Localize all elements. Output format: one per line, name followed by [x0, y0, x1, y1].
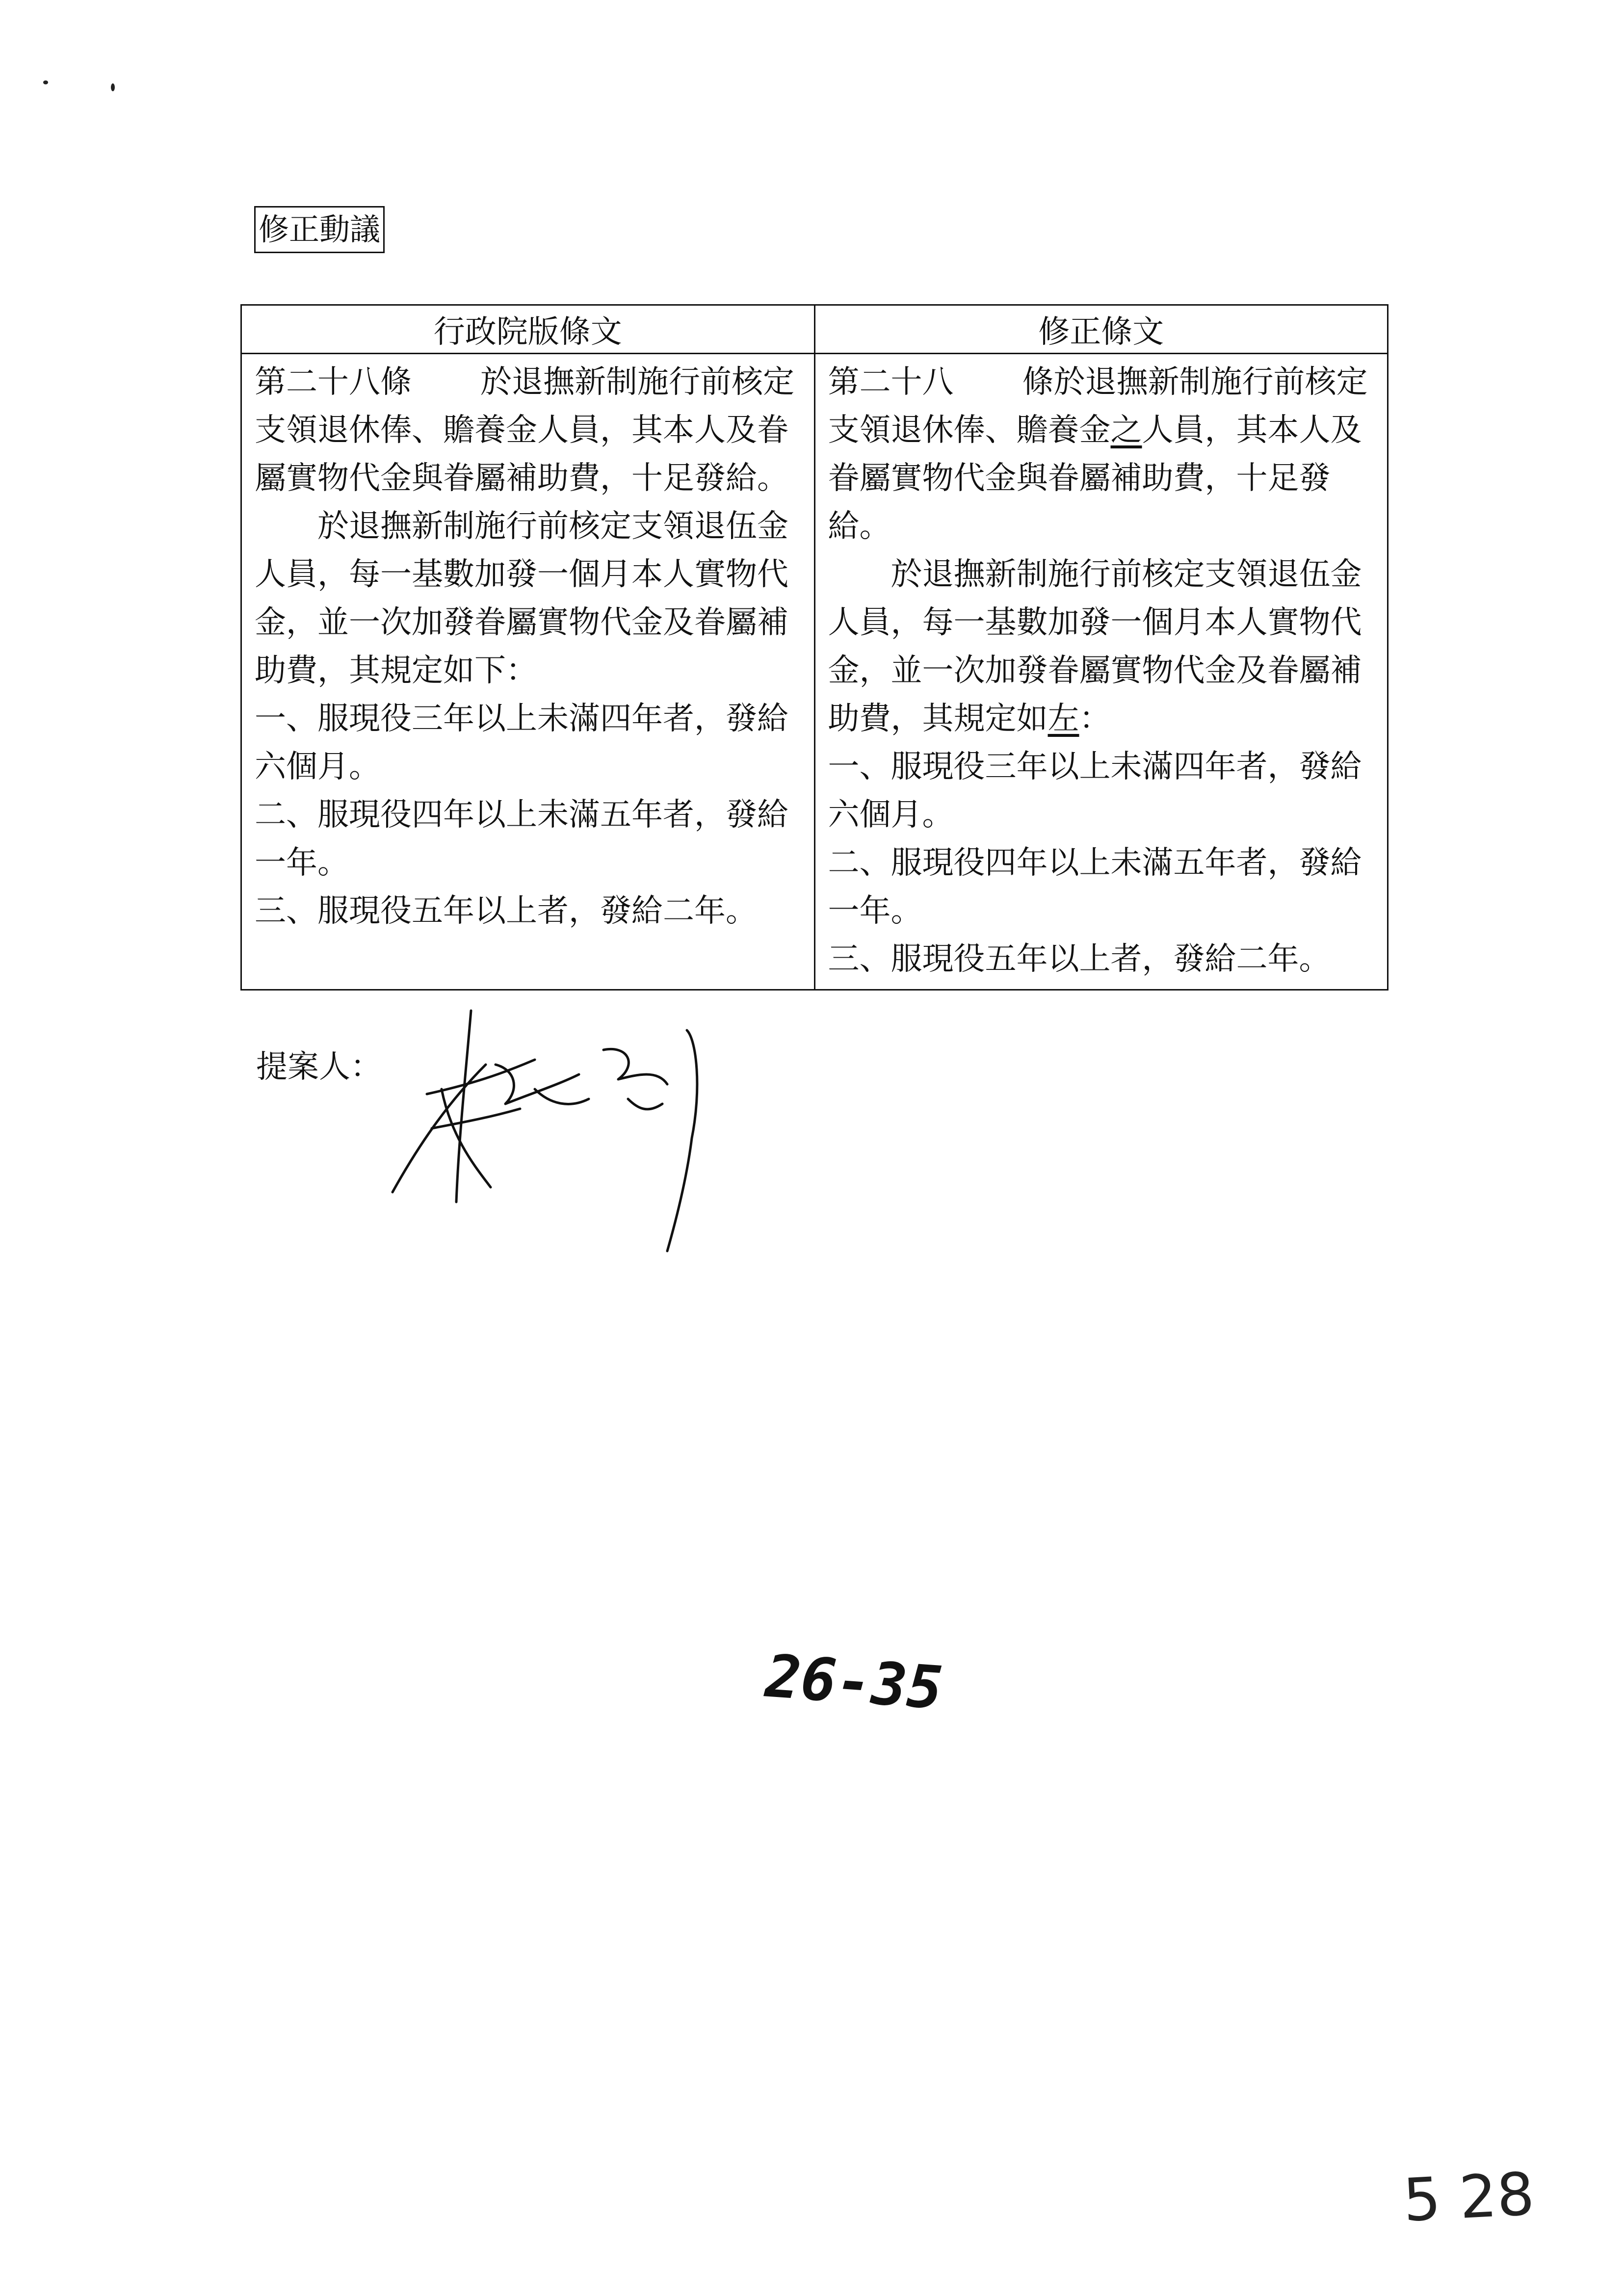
original-item-3: 三、服現役五年以上者，發給二年。 [255, 893, 757, 929]
handwritten-corner-note: 5 28 [1401, 2160, 1536, 2235]
amended-paragraph-2-part-a: 於退撫新制施行前核定支領退伍金人員，每一基數加發一個月本人實物代金，並一次加發眷屬實物代金及眷屬補助費，其規定如 [828, 556, 1362, 737]
original-paragraph-2: 於退撫新制施行前核定支領退伍金人員，每一基數加發一個月本人實物代金，並一次加發眷屬實物代金及眷屬補助費，其規定如下： [255, 508, 788, 689]
header-original: 行政院版條文 [241, 305, 815, 354]
amended-changed-text: 左 [1048, 701, 1079, 737]
proposer-label: 提案人： [256, 1049, 382, 1085]
original-item-1: 一、服現役三年以上未滿四年者，發給六個月。 [255, 701, 788, 785]
scan-speck [43, 80, 48, 84]
amended-article-number: 第二十八 [828, 364, 954, 400]
amended-inserted-text: 之 [1110, 412, 1142, 448]
original-article-cell [241, 354, 815, 990]
handwritten-signature [373, 991, 746, 1266]
amended-article-cell [814, 354, 1388, 990]
original-paragraph-1 [255, 358, 801, 502]
motion-label: 修正動議 [254, 206, 385, 253]
original-paragraph-1-text: 於退撫新制施行前核定支領退休俸、贍養金人員，其本人及眷屬實物代金與眷屬補助費，十足發給。 [255, 364, 794, 496]
original-article-number: 第二十八條 [255, 364, 412, 400]
amended-item-2: 二、服現役四年以上未滿五年者，發給一年。 [828, 845, 1362, 929]
amended-paragraph-2-part-b: ： [1079, 701, 1111, 737]
header-amended: 修正條文 [814, 305, 1388, 354]
handwritten-page-reference: 26-35 [763, 1642, 945, 1723]
amended-item-1: 一、服現役三年以上未滿四年者，發給六個月。 [828, 749, 1362, 833]
amended-paragraph-1-part-a: 條於退撫新制施行前核定支領退休俸、贍養金 [828, 364, 1368, 448]
amended-paragraph-2 [828, 550, 1375, 743]
amended-paragraph-1 [828, 358, 1375, 550]
original-item-2: 二、服現役四年以上未滿五年者，發給一年。 [255, 797, 788, 881]
comparison-table [240, 304, 1388, 991]
amended-paragraph-1-part-b: 人員，其本人及眷屬實物代金與眷屬補助費，十足發給。 [828, 412, 1362, 545]
amended-item-3: 三、服現役五年以上者，發給二年。 [828, 941, 1331, 977]
scan-speck [111, 83, 115, 91]
